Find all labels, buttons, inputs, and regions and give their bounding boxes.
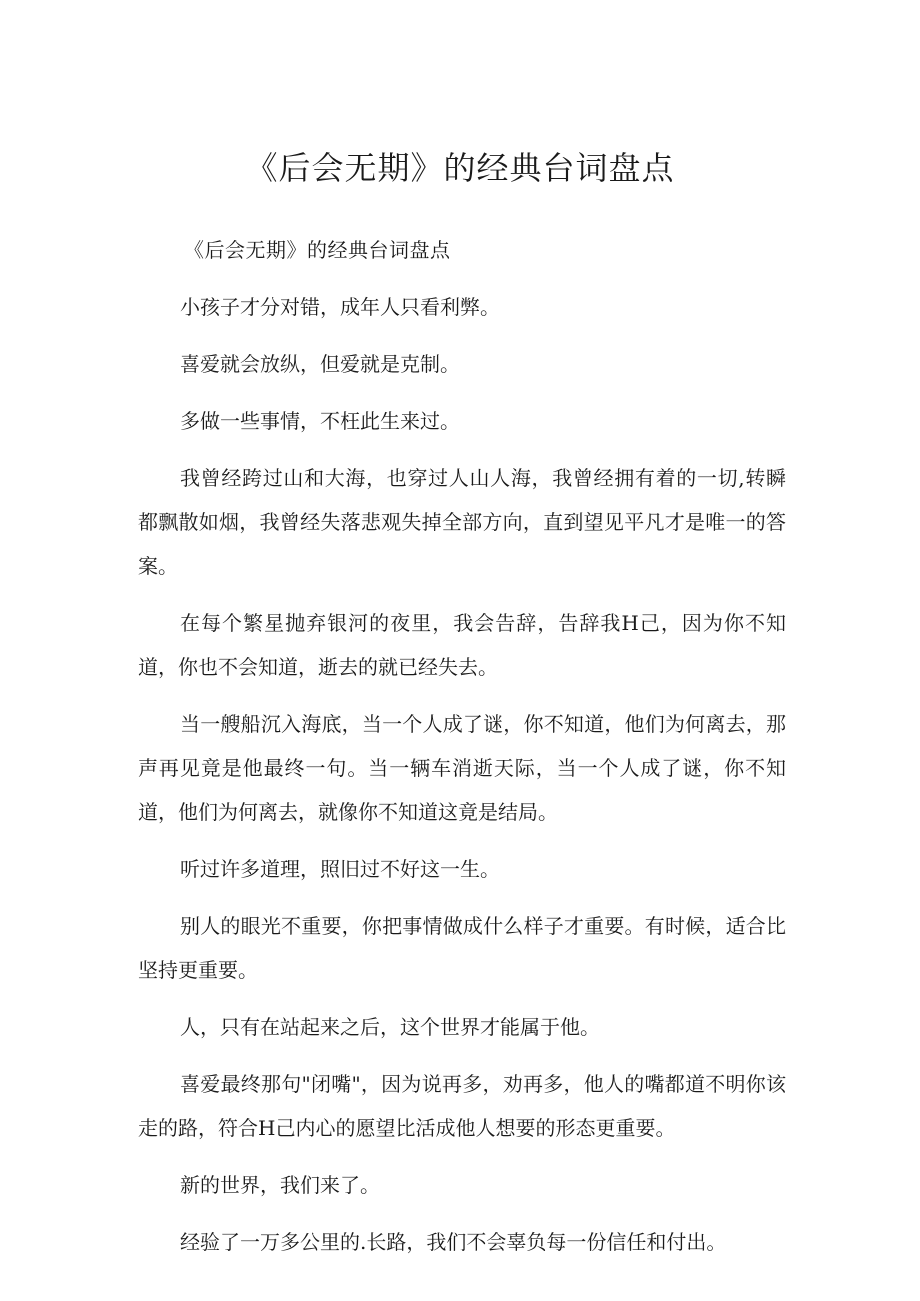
paragraph: 在每个繁星抛弃银河的夜里，我会告辞，告辞我H己，因为你不知道，你也不会知道，逝去的就已经失去。: [138, 611, 786, 679]
document-body: [138, 228, 786, 1277]
paragraph: 喜爱就会放纵，但爱就是克制。: [180, 352, 460, 376]
paragraph: 我曾经跨过山和大海，也穿过人山人海，我曾经拥有着的一切,转瞬都飘散如烟，我曾经失落悲观失掉全部方向，直到望见平凡才是唯一的答案。: [138, 466, 786, 578]
paragraph: 喜爱最终那句"闭嘴"，因为说再多，劝再多，他人的嘴都道不明你该走的路，符合H己内心的愿望比活成他人想要的形态更重要。: [138, 1072, 786, 1140]
paragraph: 新的世界，我们来了。: [180, 1173, 380, 1197]
paragraph: 多做一些事情，不枉此生来过。: [180, 409, 460, 433]
paragraph-subtitle: 《后会无期》的经典台词盘点: [184, 238, 451, 262]
paragraph: 小孩子才分对错，成年人只看利弊。: [180, 295, 500, 319]
document-title: 《后会无期》的经典台词盘点: [245, 149, 675, 187]
paragraph: 听过许多道理，照旧过不好这一生。: [180, 857, 500, 881]
paragraph: 经验了一万多公里的.长路，我们不会辜负每一份信任和付出。: [180, 1230, 727, 1254]
paragraph: 人，只有在站起来之后，这个世界才能属于他。: [180, 1015, 600, 1039]
paragraph: 当一艘船沉入海底，当一个人成了谜，你不知道，他们为何离去，那声再见竟是他最终一句。当一辆车消逝天际，当一个人成了谜，你不知道，他们为何离去，就像你不知道这竟是结局。: [138, 712, 786, 824]
paragraph: 别人的眼光不重要，你把事情做成什么样子才重要。有时候，适合比坚持更重要。: [138, 914, 786, 982]
